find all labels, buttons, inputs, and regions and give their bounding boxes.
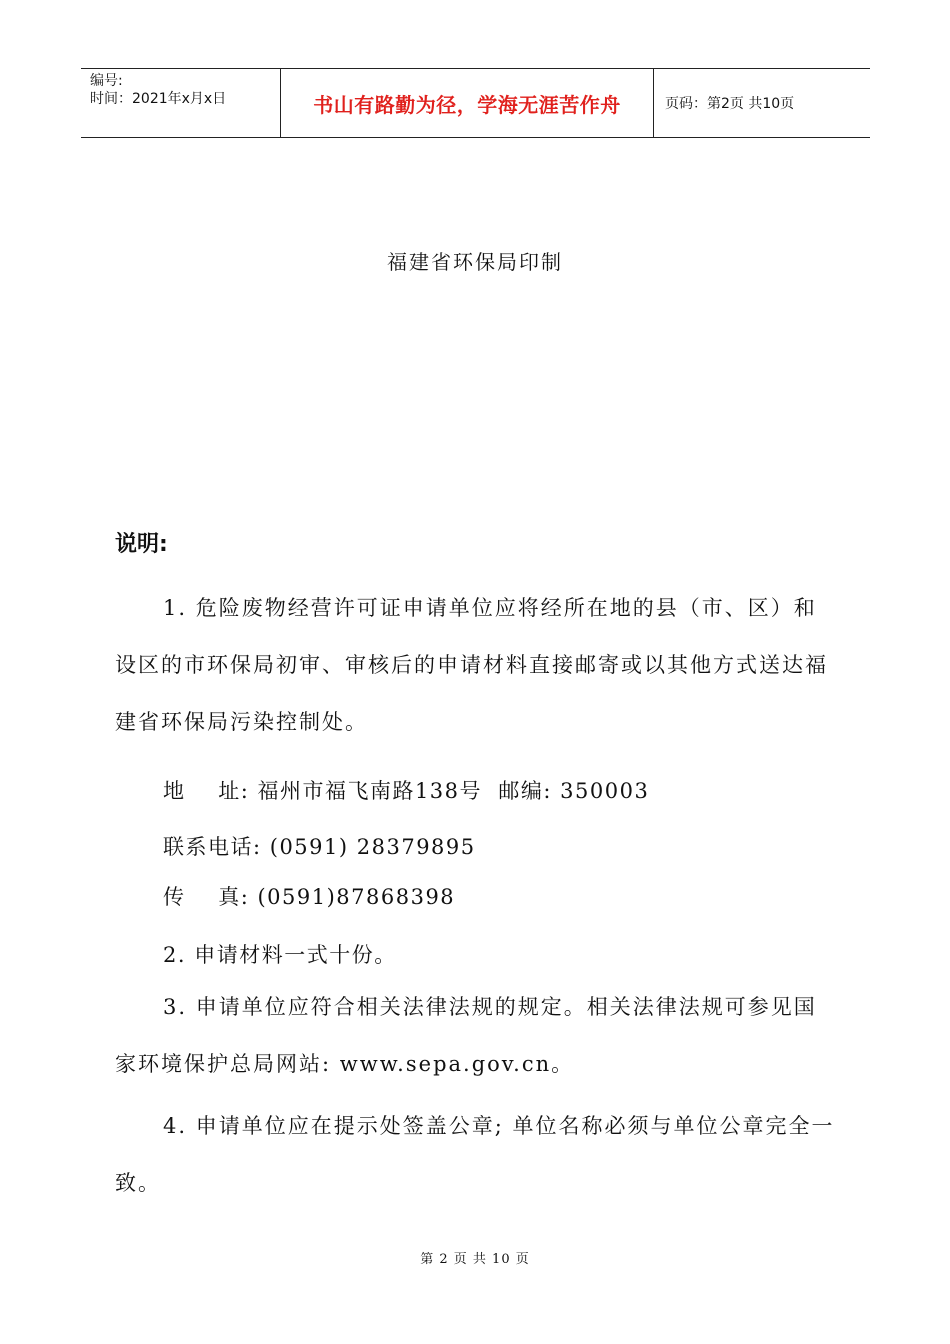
header-page-info: 页码：第2页 共10页: [665, 96, 795, 112]
section-title: 说明:: [115, 532, 168, 557]
instruction-item-3: 3. 申请单位应符合相关法律法规的规定。相关法律法规可参见国家环境保护总局网站: www.sepa.gov.cn。: [115, 995, 817, 1076]
header-meta: [81, 69, 281, 137]
header-motto: 书山有路勤为径，学海无涯苦作舟: [281, 69, 654, 137]
printer-line: 福建省环保局印制: [387, 250, 563, 274]
document-time: 时间：2021年x月x日: [90, 91, 227, 107]
page-header: [81, 68, 870, 138]
instruction-item-4: 4. 申请单位应在提示处签盖公章; 单位名称必须与单位公章完全一致。: [115, 1114, 835, 1195]
document-number-label: 编号:: [90, 73, 123, 89]
phone-line: 联系电话: (0591) 28379895: [163, 835, 476, 859]
page-footer: 第 2 页 共 10 页: [420, 1252, 530, 1267]
address-line: 地 址: 福州市福飞南路138号 邮编: 350003: [163, 779, 650, 803]
instruction-item-2: 2. 申请材料一式十份。: [163, 943, 397, 967]
instruction-item-1: 1. 危险废物经营许可证申请单位应将经所在地的县（市、区）和设区的市环保局初审、审核后的申请材料直接邮寄或以其他方式送达福建省环保局污染控制处。: [115, 596, 828, 734]
fax-line: 传 真: (0591)87868398: [163, 885, 456, 909]
